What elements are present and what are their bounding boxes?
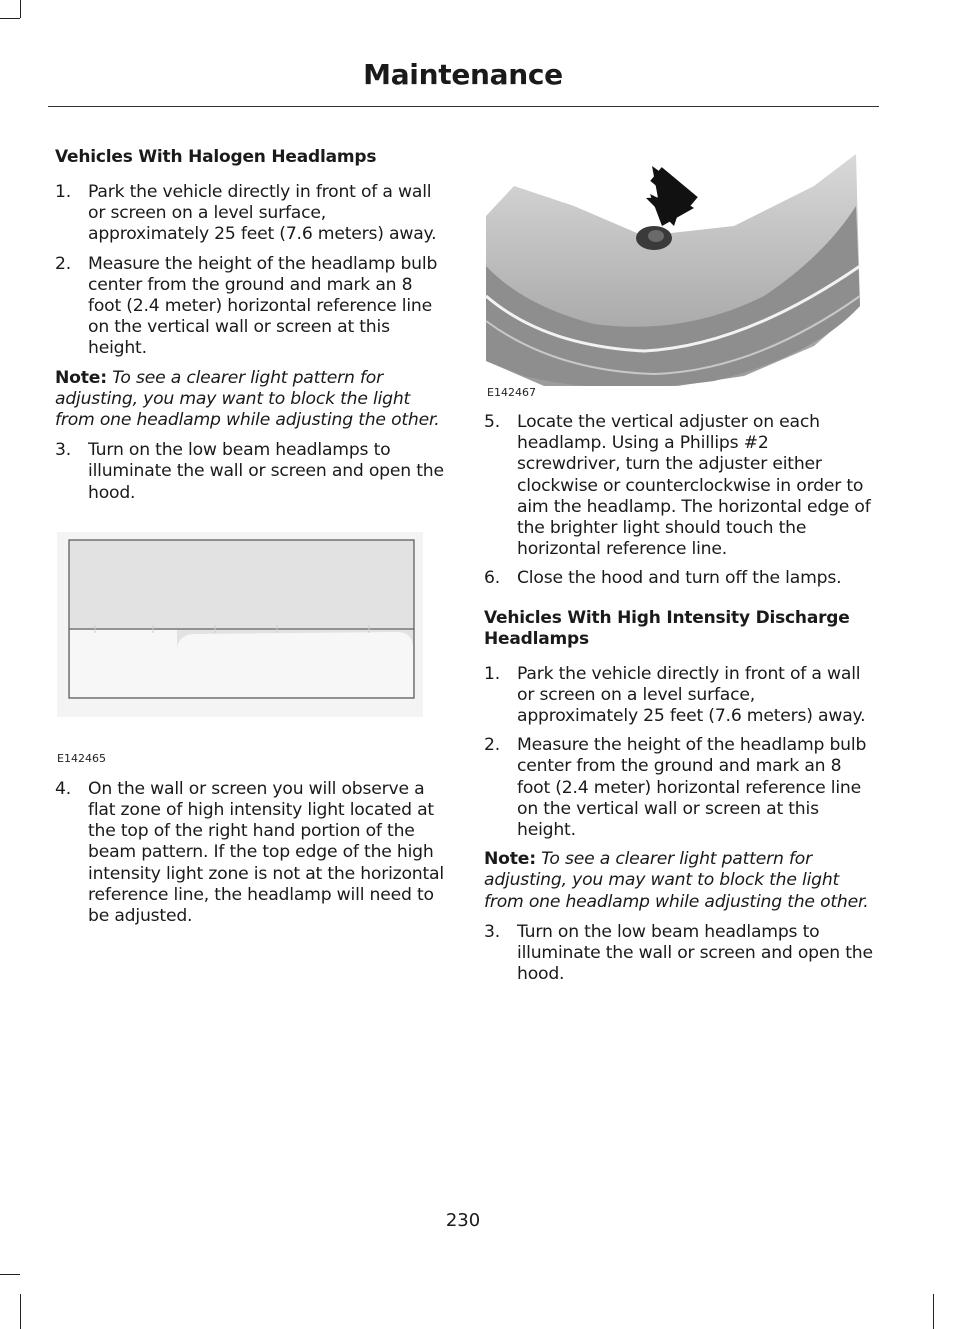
section-heading-hid: Vehicles With High Intensity Discharge Headlamps — [484, 607, 850, 649]
list-number: 1. — [55, 182, 71, 202]
list-item — [484, 568, 876, 589]
note — [55, 368, 447, 432]
beam-pattern-illustration — [55, 532, 425, 732]
crop-mark — [933, 1294, 934, 1329]
list-item — [55, 254, 447, 360]
headlamp-illustration — [484, 146, 876, 386]
list-text: On the wall or screen you will observe a flat zone of high intensity light located at the top of the right hand portion of the beam pattern. If the top edge of the high intensity light zone is not at the horizontal reference line, the headlamp will need to be adjusted. — [88, 778, 444, 927]
list-text: Locate the vertical adjuster on each headlamp. Using a Phillips #2 screwdriver, turn the adjuster either clockwise or counterclockwise in order to aim the headlamp. The horizontal edge of the brighter light should touch the horizontal reference line. — [517, 412, 871, 560]
right-column — [484, 146, 876, 993]
headlamp-figure — [484, 146, 876, 402]
list-item — [484, 735, 876, 841]
list-text: Measure the height of the headlamp bulb center from the ground and mark an 8 foot (2.4 meter) horizontal reference line on the vertical wall or screen at this height. — [517, 735, 867, 841]
figure-label: E142467 — [487, 386, 536, 399]
crop-mark — [20, 0, 21, 18]
list-number: 5. — [484, 412, 500, 432]
list-number: 3. — [55, 440, 71, 461]
list-number: 2. — [484, 735, 500, 756]
list-text: Measure the height of the headlamp bulb center from the ground and mark an 8 foot (2.4 meter) horizontal reference line on the vertical wall or screen at this height. — [88, 253, 438, 359]
list-number: 4. — [55, 778, 71, 799]
crop-mark — [0, 1274, 20, 1275]
note-text: To see a clearer light pattern for adjusting, you may want to block the light from one headlamp while adjusting the other. — [55, 367, 440, 431]
note — [484, 849, 876, 913]
list-text: Park the vehicle directly in front of a wall or screen on a level surface, approximately 25 feet (7.6 meters) away. — [517, 663, 866, 727]
note-label: Note: — [484, 849, 536, 870]
list-text: Close the hood and turn off the lamps. — [517, 568, 842, 589]
list-number: 6. — [484, 568, 500, 589]
page-number: 230 — [445, 1210, 481, 1231]
list-number: 1. — [484, 663, 500, 684]
list-item — [484, 412, 876, 560]
note-text: To see a clearer light pattern for adjusting, you may want to block the light from one headlamp while adjusting the other. — [484, 849, 869, 912]
list-text: Turn on the low beam headlamps to illuminate the wall or screen and open the hood. — [517, 921, 873, 985]
list-number: 2. — [55, 253, 71, 274]
list-text: Park the vehicle directly in front of a wall or screen on a level surface, approximately 25 feet (7.6 meters) away. — [88, 182, 437, 245]
crop-mark — [0, 18, 20, 19]
left-column — [55, 147, 447, 935]
page-title: Maintenance — [363, 58, 563, 91]
list-item — [55, 779, 447, 927]
header-divider — [48, 106, 879, 107]
section-heading-halogen: Vehicles With Halogen Headlamps — [55, 147, 377, 167]
list-item — [484, 922, 876, 986]
list-number: 3. — [484, 921, 500, 942]
list-item — [484, 664, 876, 728]
figure-label: E142465 — [57, 751, 106, 765]
list-text: Turn on the low beam headlamps to illuminate the wall or screen and open the hood. — [88, 440, 444, 503]
crop-mark — [20, 1294, 21, 1329]
list-item — [55, 440, 447, 504]
beam-pattern-figure — [55, 532, 425, 765]
note-label: Note: — [55, 367, 107, 388]
list-item — [55, 182, 447, 246]
